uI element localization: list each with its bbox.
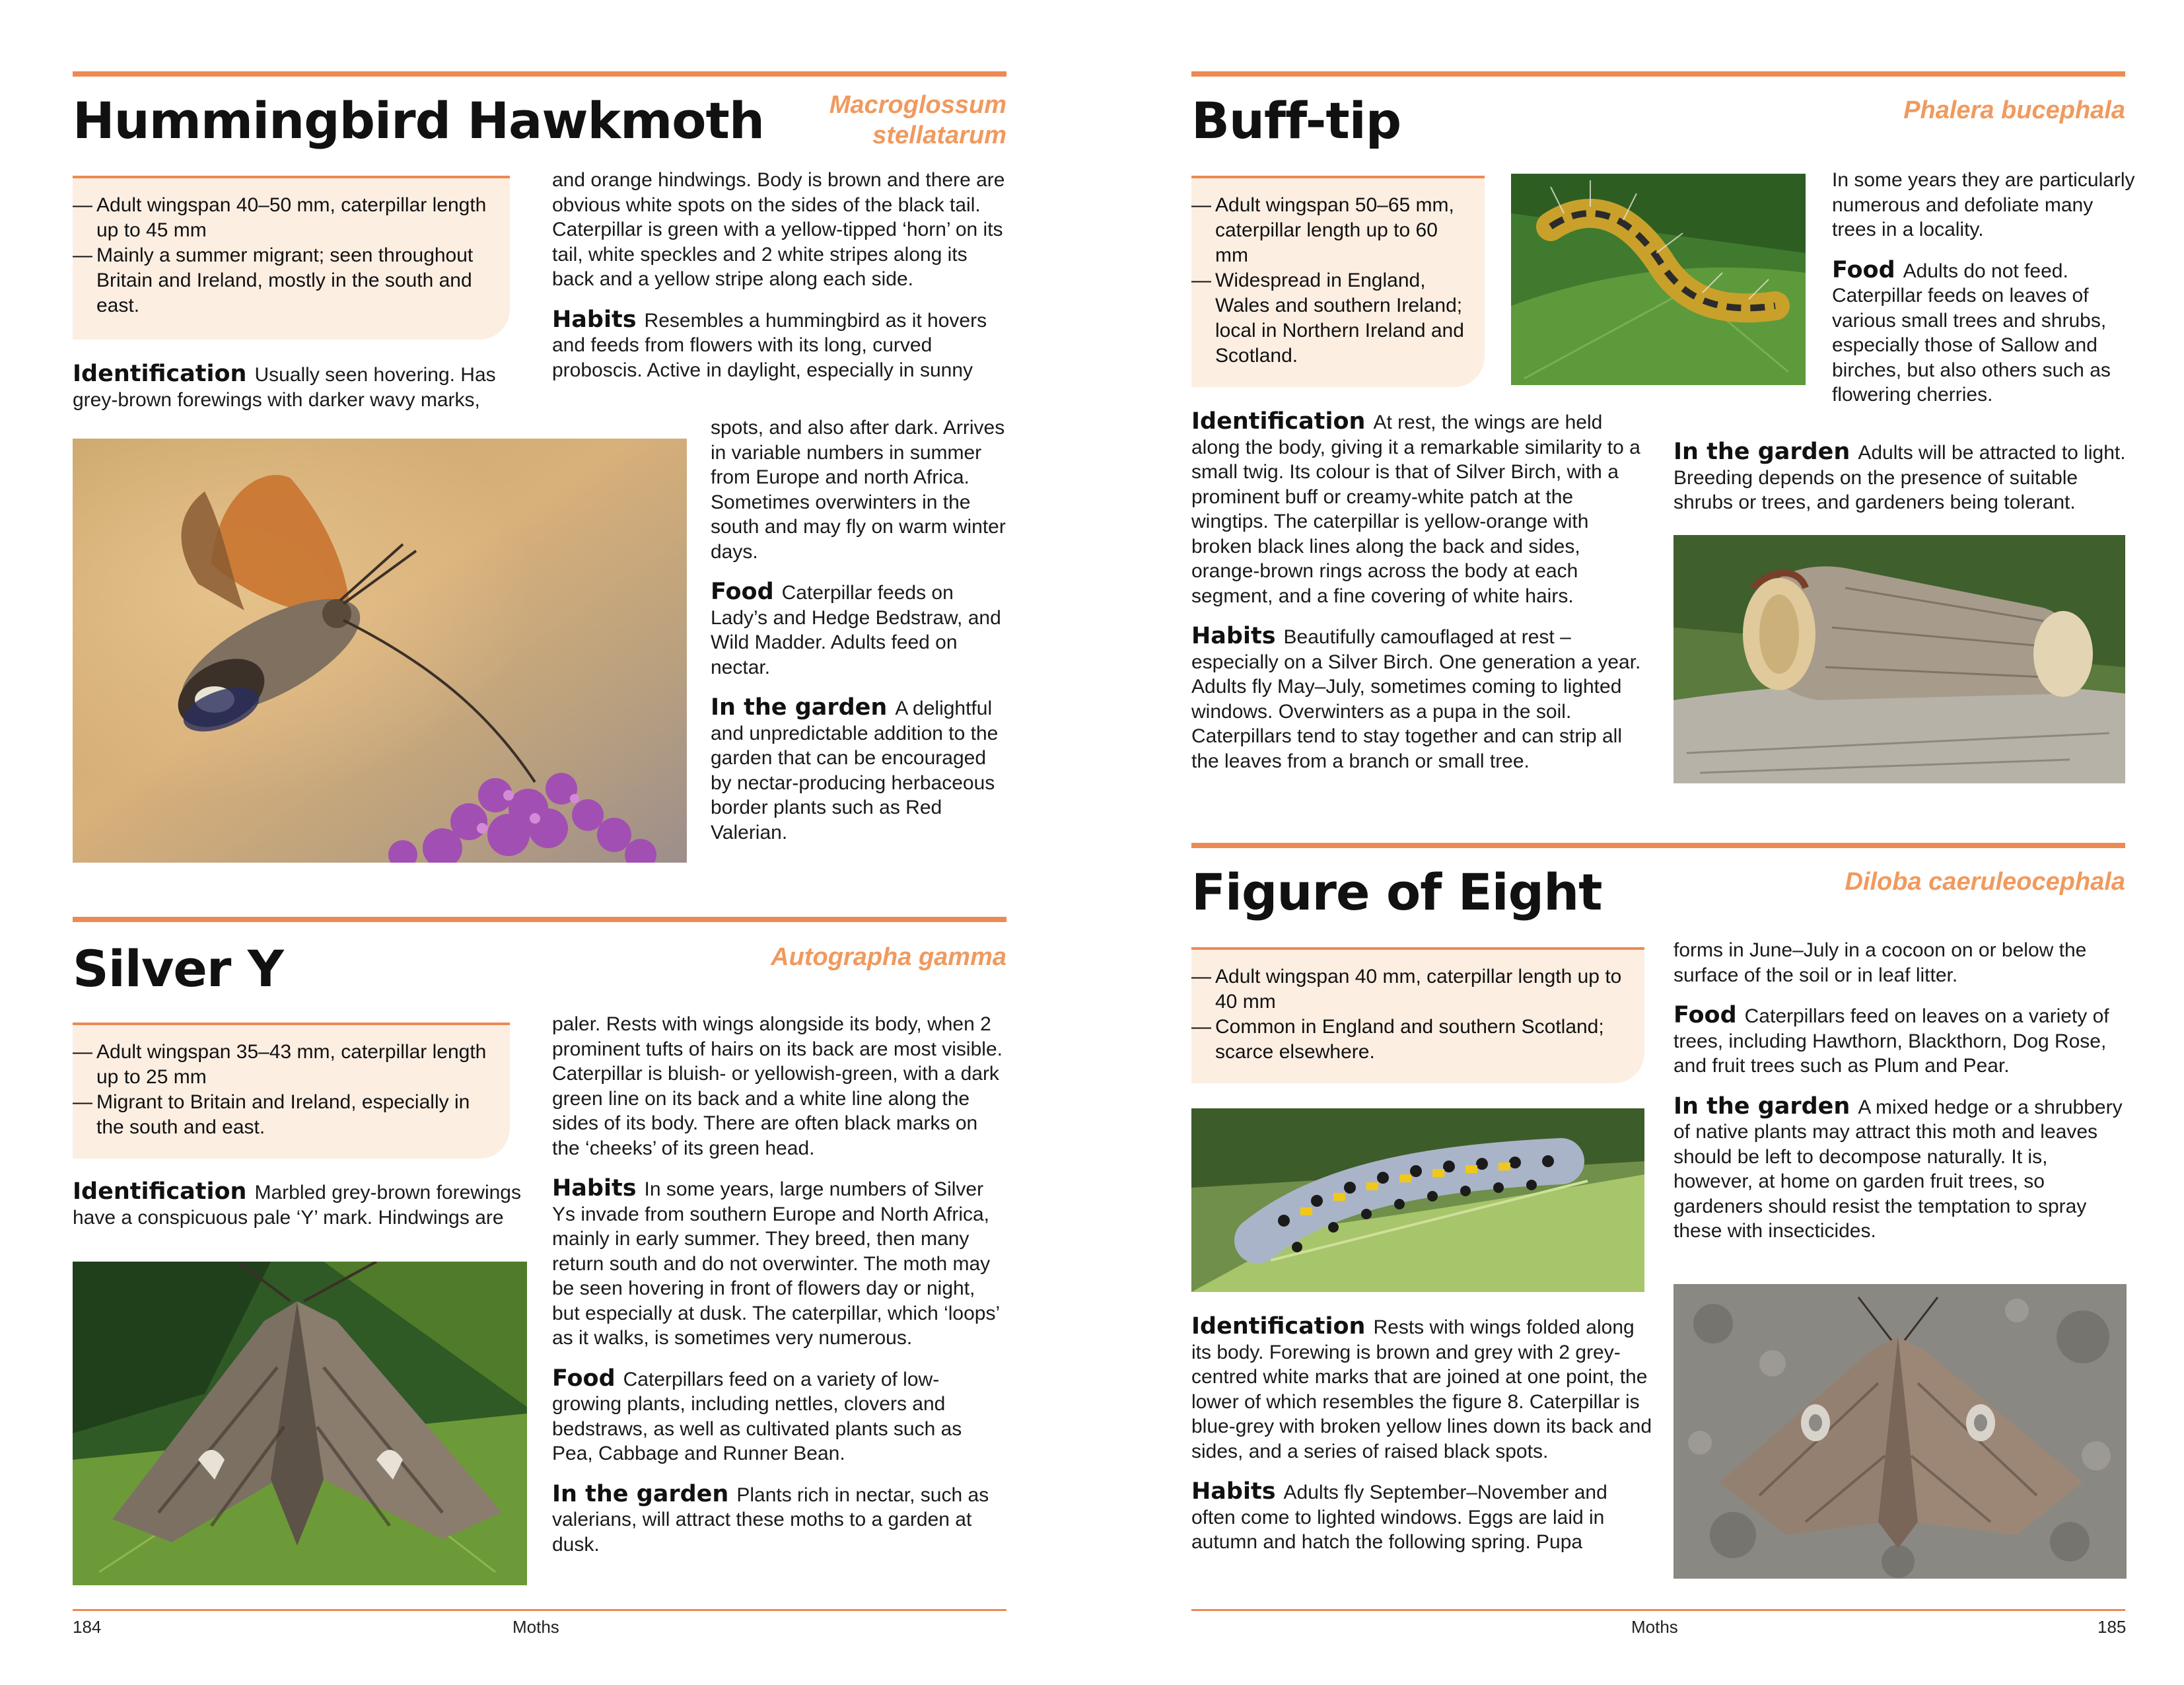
garden-heading: In the garden: [1673, 439, 1850, 465]
habits-heading: Habits: [1191, 1478, 1276, 1505]
fact-box: [1191, 947, 1644, 1083]
garden-body: Plants rich in nectar, such as valerians, will attract these moths to a garden at dusk.: [552, 1484, 989, 1556]
garden-text: [1673, 440, 2136, 515]
fact-item: — Adult wingspan 35–43 mm, caterpillar length up to 25 mm: [96, 1040, 493, 1090]
description-continued: and orange hindwings. Body is brown and there are obvious white spots on the sides of the black tail. Caterpillar is green with a yellow-tipped ‘horn’ on its tail, white speckles and 2 white stripes along its back and a yellow stripe along each side.: [552, 169, 1005, 290]
identification-heading: Identification: [1191, 408, 1366, 435]
scientific-name-line2: stellatarum: [872, 122, 1006, 149]
habits-heading: Habits: [552, 1175, 637, 1201]
fact-item: — Adult wingspan 50–65 mm, caterpillar length up to 60 mm: [1215, 193, 1467, 268]
right-page: [1092, 0, 2184, 1685]
habits-heading: Habits: [1191, 623, 1276, 649]
footer-rule: [73, 1609, 1006, 1611]
garden-paragraph: [552, 1482, 1008, 1558]
fact-item: — Common in England and southern Scotland; scarce elsewhere.: [1215, 1015, 1627, 1065]
identification-paragraph: [1191, 1314, 1654, 1464]
narrow-column: [1832, 168, 2136, 408]
hawkmoth-photo: [73, 439, 687, 863]
identification-body: Usually seen hovering. Has grey-brown forewings with darker wavy marks,: [73, 364, 496, 411]
buff-tip-adult-photo: [1673, 535, 2125, 783]
identification-text: [73, 1180, 535, 1230]
species-title: Buff-tip: [1191, 91, 1401, 150]
scientific-name: [829, 90, 1006, 151]
habits-heading: Habits: [552, 306, 637, 333]
garden-paragraph: [711, 696, 1006, 845]
scientific-name: Phalera bucephala: [1903, 96, 2125, 124]
section-rule: [73, 917, 1006, 922]
garden-paragraph: [1673, 1094, 2129, 1244]
fact-box: [73, 176, 510, 340]
buff-tip-section: [1191, 71, 2135, 805]
hawkmoth-section: [73, 71, 1006, 877]
species-title: Figure of Eight: [1191, 863, 1602, 921]
fact-item: — Adult wingspan 40 mm, caterpillar length up to 40 mm: [1215, 964, 1627, 1015]
habits-continued: spots, and also after dark. Arrives in variable numbers in summer from Europe and north Africa. Sometimes overwinters in the south and may fly on warm winter days.: [711, 417, 1006, 563]
description-column: [552, 1012, 1008, 1557]
section-rule: [1191, 71, 2125, 77]
food-body: Caterpillars feed on a variety of low-growing plants, including nettles, clovers and bedstraws, as well as cultivated plants such as Pea, Cabbage and Runner Bean.: [552, 1368, 962, 1464]
food-paragraph: [711, 580, 1006, 680]
figure-of-eight-caterpillar-photo: [1191, 1108, 1644, 1292]
scientific-name: Autographa gamma: [771, 943, 1006, 971]
fact-box: [73, 1022, 510, 1159]
garden-paragraph: [1673, 440, 2136, 515]
food-paragraph: [1673, 1003, 2129, 1079]
food-heading: Food: [552, 1365, 616, 1392]
garden-heading: In the garden: [1673, 1093, 1850, 1120]
buff-tip-caterpillar-photo: [1511, 174, 1806, 385]
scientific-name-line1: Macroglossum: [829, 91, 1006, 119]
garden-body: A mixed hedge or a shrubbery of native plants may attract this moth and leaves should be left to decompose naturally. It is, however, at home on garden fruit trees, so gardeners should resist the temptation to spray these with insecticides.: [1673, 1096, 2123, 1242]
section-rule: [73, 71, 1006, 77]
identification-text: [1191, 410, 1654, 773]
food-paragraph: [552, 1367, 1008, 1466]
fact-item: — Mainly a summer migrant; seen throughout Britain and Ireland, mostly in the south and east.: [96, 243, 493, 318]
page-number: 184: [73, 1617, 102, 1637]
identification-text: [1191, 1314, 1654, 1555]
food-heading: Food: [1673, 1002, 1737, 1028]
identification-body: Rests with wings folded along its body. Forewing is brown and grey with 2 grey-centred white marks that are joined at one point, the lower of which resembles the figure 8. Caterpillar is blue-grey with broken yellow lines down its back and sides, and a series of raised black spots.: [1191, 1316, 1652, 1462]
fact-item: — Adult wingspan 40–50 mm, caterpillar length up to 45 mm: [96, 193, 493, 243]
figure-of-eight-section: [1191, 843, 2125, 1592]
col3-continued: forms in June–July in a cocoon on or below the surface of the soil or in leaf litter.: [1673, 939, 2087, 986]
footer-rule: [1191, 1609, 2125, 1611]
habits-paragraph: [552, 308, 1008, 383]
food-body: Adults do not feed. Caterpillar feeds on leaves of various small trees and shrubs, especially those of Sallow and birches, but also others such as flowering cherries.: [1832, 260, 2111, 406]
silver-y-photo: [73, 1262, 527, 1585]
col3-continued: In some years they are particularly numerous and defoliate many trees in a locality.: [1832, 169, 2135, 240]
identification-text: [73, 362, 528, 412]
food-heading: Food: [711, 579, 774, 605]
garden-body: Adults will be attracted to light. Breeding depends on the presence of suitable shrubs or trees, and gardeners being tolerant.: [1673, 442, 2126, 513]
habits-body: In some years, large numbers of Silver Ys invade from southern Europe and North Africa, mainly in early summer. They breed, then many return south and do not overwinter. The moth may be seen hovering in front of flowers day or night, but especially at dusk. The caterpillar, which ‘loops’ as it walks, is sometimes very numerous.: [552, 1178, 1000, 1349]
habits-body: Resembles a hummingbird as it hovers and feeds from flowers with its long, curved proboscis. Active in daylight, especially in sunny: [552, 309, 987, 381]
habits-paragraph: [1191, 624, 1654, 773]
species-title: Silver Y: [73, 939, 283, 998]
species-title: Hummingbird Hawkmoth: [73, 91, 764, 150]
food-heading: Food: [1832, 256, 1895, 283]
food-paragraph: [1832, 258, 2136, 408]
fact-box: [1191, 176, 1485, 387]
running-head: Moths: [1631, 1617, 1678, 1637]
scientific-name: Diloba caeruleocephala: [1845, 868, 2125, 896]
figure-of-eight-adult-photo: [1673, 1284, 2127, 1579]
description-continued: paler. Rests with wings alongside its body, when 2 prominent tufts of hairs on its back are most visible. Caterpillar is bluish- or yellowish-green, with a dark green line on its back and a white line along the sides of its body. There are often black marks on the ‘cheeks’ of its green head.: [552, 1013, 1003, 1159]
fact-item: — Widespread in England, Wales and southern Ireland; local in Northern Ireland and Scotland.: [1215, 268, 1467, 369]
habits-body: Beautifully camouflaged at rest – especially on a Silver Birch. One generation a year. Adults fly May–July, sometimes coming to lighted windows. Overwinters as a pupa in the soil. Caterpillars tend to stay together and can strip all the leaves from a branch or small tree.: [1191, 626, 1641, 772]
identification-body: At rest, the wings are held along the body, giving it a remarkable similarity to a small twig. Its colour is that of Silver Birch, with a prominent buff or creamy-white patch at the wingtips. The caterpillar is yellow-orange with broken black lines along the back and sides, orange-brown rings across the body at each segment, and a fine covering of white hairs.: [1191, 412, 1640, 607]
identification-paragraph: [1191, 410, 1654, 608]
food-body: Caterpillar feeds on Lady’s and Hedge Bedstraw, and Wild Madder. Adults feed on nectar.: [711, 582, 1001, 678]
running-head: Moths: [512, 1617, 559, 1637]
garden-heading: In the garden: [711, 694, 888, 721]
page-number: 185: [2097, 1617, 2127, 1637]
habits-body: Adults fly September–November and often come to lighted windows. Eggs are laid in autumn and hatch the following spring. Pupa: [1191, 1482, 1607, 1553]
identification-body: Marbled grey-brown forewings have a conspicuous pale ‘Y’ mark. Hindwings are: [73, 1182, 521, 1229]
garden-heading: In the garden: [552, 1480, 729, 1507]
habits-paragraph: [1191, 1480, 1654, 1555]
narrow-column: [1673, 938, 2129, 1244]
food-body: Caterpillars feed on leaves on a variety of trees, including Hawthorn, Blackthorn, Dog Rose, and fruit trees such as Plum and Pear.: [1673, 1005, 2109, 1077]
fact-item: — Migrant to Britain and Ireland, especially in the south and east.: [96, 1090, 493, 1140]
garden-body: A delightful and unpredictable addition to the garden that can be encouraged by nectar-producing herbaceous border plants such as Red Valerian.: [711, 698, 999, 843]
narrow-column: [711, 415, 1006, 845]
identification-heading: Identification: [1191, 1313, 1366, 1340]
section-rule: [1191, 843, 2125, 848]
description-column: [552, 168, 1008, 382]
identification-heading: Identification: [73, 1178, 247, 1205]
habits-paragraph: [552, 1176, 1008, 1351]
identification-heading: Identification: [73, 361, 247, 387]
silver-y-section: [73, 917, 1006, 1591]
